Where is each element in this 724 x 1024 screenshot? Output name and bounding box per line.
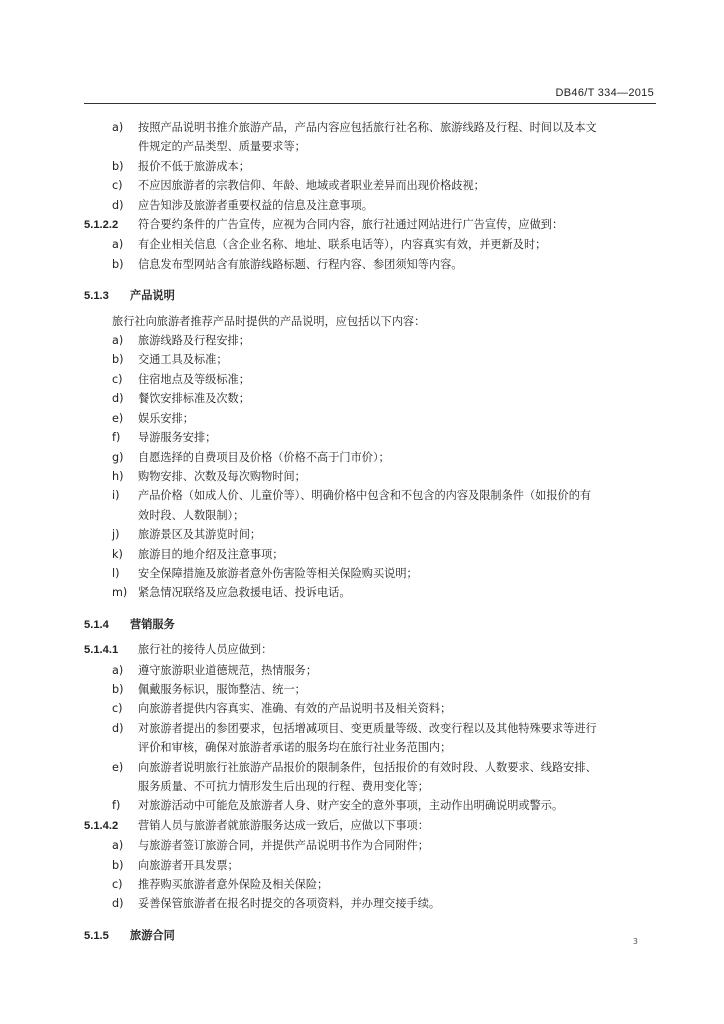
list-item [84,661,656,680]
list-item-text: 服务质量、不可抗力情形发生后出现的行程、费用变化等； [138,780,429,793]
heading-title: 产品说明 [130,289,175,303]
clause-5-1-2-2 [84,215,656,235]
list-marker: b) [112,858,124,872]
list-item-text: 交通工具及标准； [138,353,228,367]
heading-5-1-3 [84,286,656,306]
list-item-text: 向旅游者提供内容真实、准确、有效的产品说明书及相关资料； [138,702,452,716]
list-item-text: 自愿选择的自费项目及价格（价格不高于门市价）； [138,450,390,464]
list-item-text: 效时段、人数限制）； [138,508,245,522]
heading-5-1-5 [84,926,656,946]
list-item-text: 件规定的产品类型、质量要求等； [138,140,306,154]
list-marker: a) [112,121,124,134]
list-item-text: 遵守旅游职业道德规范，热情服务； [138,663,318,677]
page-number: 3 [632,937,638,946]
list-marker: c) [112,702,123,716]
heading-title: 旅游合同 [130,928,175,942]
list-item-text: 应告知涉及旅游者重要权益的信息及注意事项。 [138,198,373,212]
list-marker: d) [112,198,124,212]
clause-5-1-4-1 [84,640,656,660]
list-item [84,428,656,447]
list-item [84,796,656,815]
list-marker: b) [112,353,124,367]
list-item [84,235,656,254]
list-item [84,370,656,389]
heading-title: 营销服务 [130,617,175,631]
list-marker: a) [112,334,124,348]
list-item [84,856,656,875]
list-item-text: 购物安排、次数及每次购物时间； [138,469,306,483]
list-item-text: 对旅游活动中可能危及旅游者人身、财产安全的意外事项，主动作出明确说明或警示。 [138,799,564,813]
clause-text: 符合要约条件的广告宣传，应视为合同内容，旅行社通过网站进行广告宣传，应做到： [138,218,564,232]
list-item-text: 娱乐安排； [138,411,194,425]
list-marker: b) [112,682,124,696]
list-marker: a) [112,839,124,853]
list-item-text: 紧急情况联络及应急救援电话、投诉电话。 [138,586,351,600]
list-5-1-2-1 [84,118,656,215]
list-item-text: 信息发布型网站含有旅游线路标题、行程内容、参团须知等内容。 [138,257,463,271]
list-item [84,137,656,156]
list-marker: d) [112,897,124,911]
list-item-text: 住宿地点及等级标准； [138,372,250,386]
list-item [84,350,656,369]
list-item [84,486,656,505]
list-item-text: 推荐购买旅游者意外保险及相关保险； [138,878,329,892]
list-marker: c) [112,179,123,193]
list-marker: c) [112,878,123,892]
heading-5-1-4 [84,615,656,635]
list-item [84,196,656,215]
list-item [84,255,656,274]
list-item-text: 不应因旅游者的宗教信仰、年龄、地域或者职业差异而出现价格歧视； [138,179,485,193]
list-item-text: 向旅游者说明旅行社旅游产品报价的限制条件，包括报价的有效时段、人数要求、线路安排、 [138,760,597,774]
paragraph-5-1-3: 旅行社向旅游者推荐产品时提供的产品说明，应包括以下内容： [112,314,426,328]
list-marker: h) [112,469,124,483]
heading-number: 5.1.4 [84,618,109,631]
clause-number: 5.1.4.1 [84,644,119,657]
list-item [84,719,656,738]
clause-text: 旅行社的接待人员应做到： [138,643,273,657]
list-item-text: 对旅游者提出的参团要求，包括增减项目、变更质量等级、改变行程以及其他特殊要求等进行 [138,721,597,735]
list-item [84,409,656,428]
list-marker: l) [112,566,120,580]
list-item [84,758,656,777]
heading-number: 5.1.3 [84,290,109,303]
list-item [84,331,656,350]
heading-number: 5.1.5 [84,929,109,942]
list-marker: b) [112,257,124,271]
list-marker: i) [112,489,120,503]
list-marker: b) [112,159,124,173]
clause-number: 5.1.2.2 [84,219,119,232]
list-marker: j) [112,528,120,542]
list-item [84,875,656,894]
list-marker: f) [112,799,121,813]
list-item-text: 与旅游者签订旅游合同，并提供产品说明书作为合同附件； [138,839,429,853]
list-item-text: 向旅游者开具发票； [138,858,239,872]
list-item [84,176,656,195]
list-item [84,680,656,699]
list-item [84,157,656,176]
list-item [84,583,656,602]
list-item [84,777,656,796]
list-item [84,118,656,137]
header-rule [84,103,656,104]
list-item-text: 妥善保管旅游者在报名时提交的各项资料，并办理交接手续。 [138,897,441,911]
document-code: DB46/T 334—2015 [555,87,654,99]
document-body [84,118,656,951]
list-item [84,506,656,525]
list-item-text: 有企业相关信息（含企业名称、地址、联系电话等），内容真实有效，并更新及时； [138,238,547,252]
list-marker: a) [112,663,124,677]
list-item-text: 旅游线路及行程安排； [138,334,250,348]
list-marker: g) [112,450,124,464]
list-item [84,738,656,757]
list-5-1-2-2 [84,235,656,274]
list-item [84,545,656,564]
list-marker: d) [112,721,124,735]
list-marker: c) [112,372,123,386]
list-item [84,894,656,913]
clause-5-1-4-2 [84,816,656,836]
list-item-text: 报价不低于旅游成本； [138,159,250,173]
list-item-text: 佩戴服务标识，服饰整洁、统一； [138,682,306,696]
list-marker: f) [112,431,121,445]
list-5-1-4-2 [84,836,656,914]
list-marker: d) [112,392,124,406]
list-item [84,836,656,855]
list-item [84,525,656,544]
list-marker: m) [112,586,128,600]
list-item [84,564,656,583]
list-marker: a) [112,238,124,252]
list-item [84,448,656,467]
list-5-1-4-1 [84,661,656,816]
list-item [84,699,656,718]
list-item-text: 旅游景区及其游览时间； [138,528,262,542]
list-marker: k) [112,547,123,561]
list-item-text: 旅游目的地介绍及注意事项； [138,547,284,561]
list-item-text: 评价和审核，确保对旅游者承诺的服务均在旅行社业务范围内； [138,741,452,755]
list-item-text: 产品价格（如成人价、儿童价等）、明确价格中包含和不包含的内容及限制条件（如报价的有 [138,489,592,503]
list-item [84,389,656,408]
list-marker: e) [112,760,124,774]
list-item-text: 安全保障措施及旅游者意外伤害险等相关保险购买说明； [138,566,418,580]
list-marker: e) [112,411,124,425]
list-5-1-3 [84,331,656,603]
list-item-text: 按照产品说明书推介旅游产品，产品内容应包括旅行社名称、旅游线路及行程、时间以及本文 [138,121,597,134]
list-item-text: 导游服务安排； [138,431,217,445]
list-item [84,467,656,486]
list-item-text: 餐饮安排标准及次数； [138,392,250,406]
clause-text: 营销人员与旅游者就旅游服务达成一致后，应做以下事项： [138,818,429,832]
clause-number: 5.1.4.2 [84,819,119,832]
